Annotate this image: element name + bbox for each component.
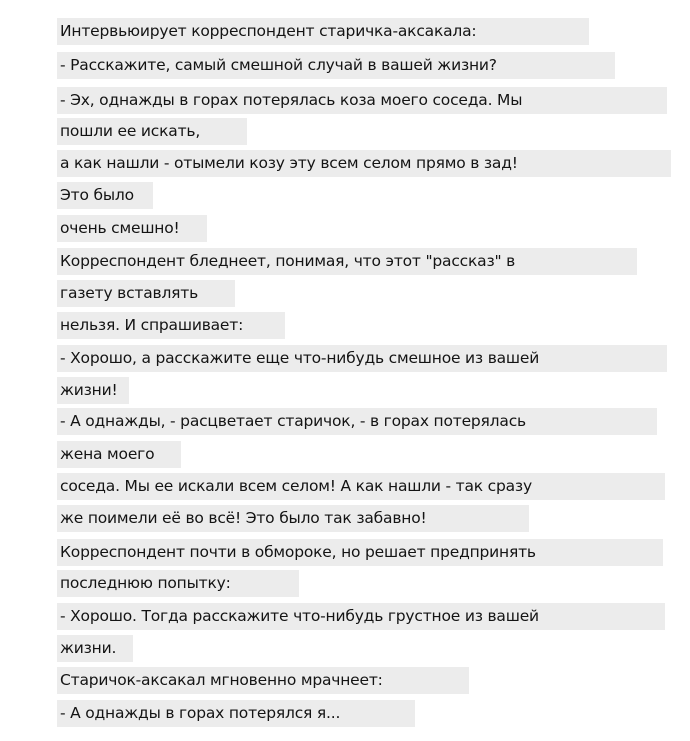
text-line: же поимели её во всё! Это было так забавно! — [57, 505, 529, 532]
text-line: соседа. Мы ее искали всем селом! А как нашли - так сразу — [57, 473, 665, 500]
text-line: очень смешно! — [57, 215, 207, 242]
text-line: последнюю попытку: — [57, 570, 299, 597]
text-line: Интервьюирует корреспондент старичка-аксакала: — [57, 18, 589, 45]
text-line: - Эх, однажды в горах потерялась коза моего соседа. Мы — [57, 87, 667, 114]
text-line: Корреспондент почти в обмороке, но решает предпринять — [57, 539, 663, 566]
text-line: жизни. — [57, 635, 133, 662]
text-line: жизни! — [57, 377, 129, 404]
text-line: газету вставлять — [57, 280, 235, 307]
text-line: жена моего — [57, 441, 181, 468]
text-line: - Хорошо. Тогда расскажите что-нибудь грустное из вашей — [57, 603, 665, 630]
text-line: пошли ее искать, — [57, 118, 247, 145]
text-line: Старичок-аксакал мгновенно мрачнеет: — [57, 667, 469, 694]
text-line: - Хорошо, а расскажите еще что-нибудь смешное из вашей — [57, 345, 667, 372]
text-line: - А однажды, - расцветает старичок, - в горах потерялась — [57, 408, 657, 435]
text-line: нельзя. И спрашивает: — [57, 312, 285, 339]
text-line: Это было — [57, 182, 153, 209]
text-line: - А однажды в горах потерялся я... — [57, 700, 415, 727]
text-line: а как нашли - отымели козу эту всем селом прямо в зад! — [57, 150, 671, 177]
text-line: Корреспондент бледнеет, понимая, что этот "рассказ" в — [57, 248, 637, 275]
text-line: - Расскажите, самый смешной случай в вашей жизни? — [57, 52, 615, 79]
